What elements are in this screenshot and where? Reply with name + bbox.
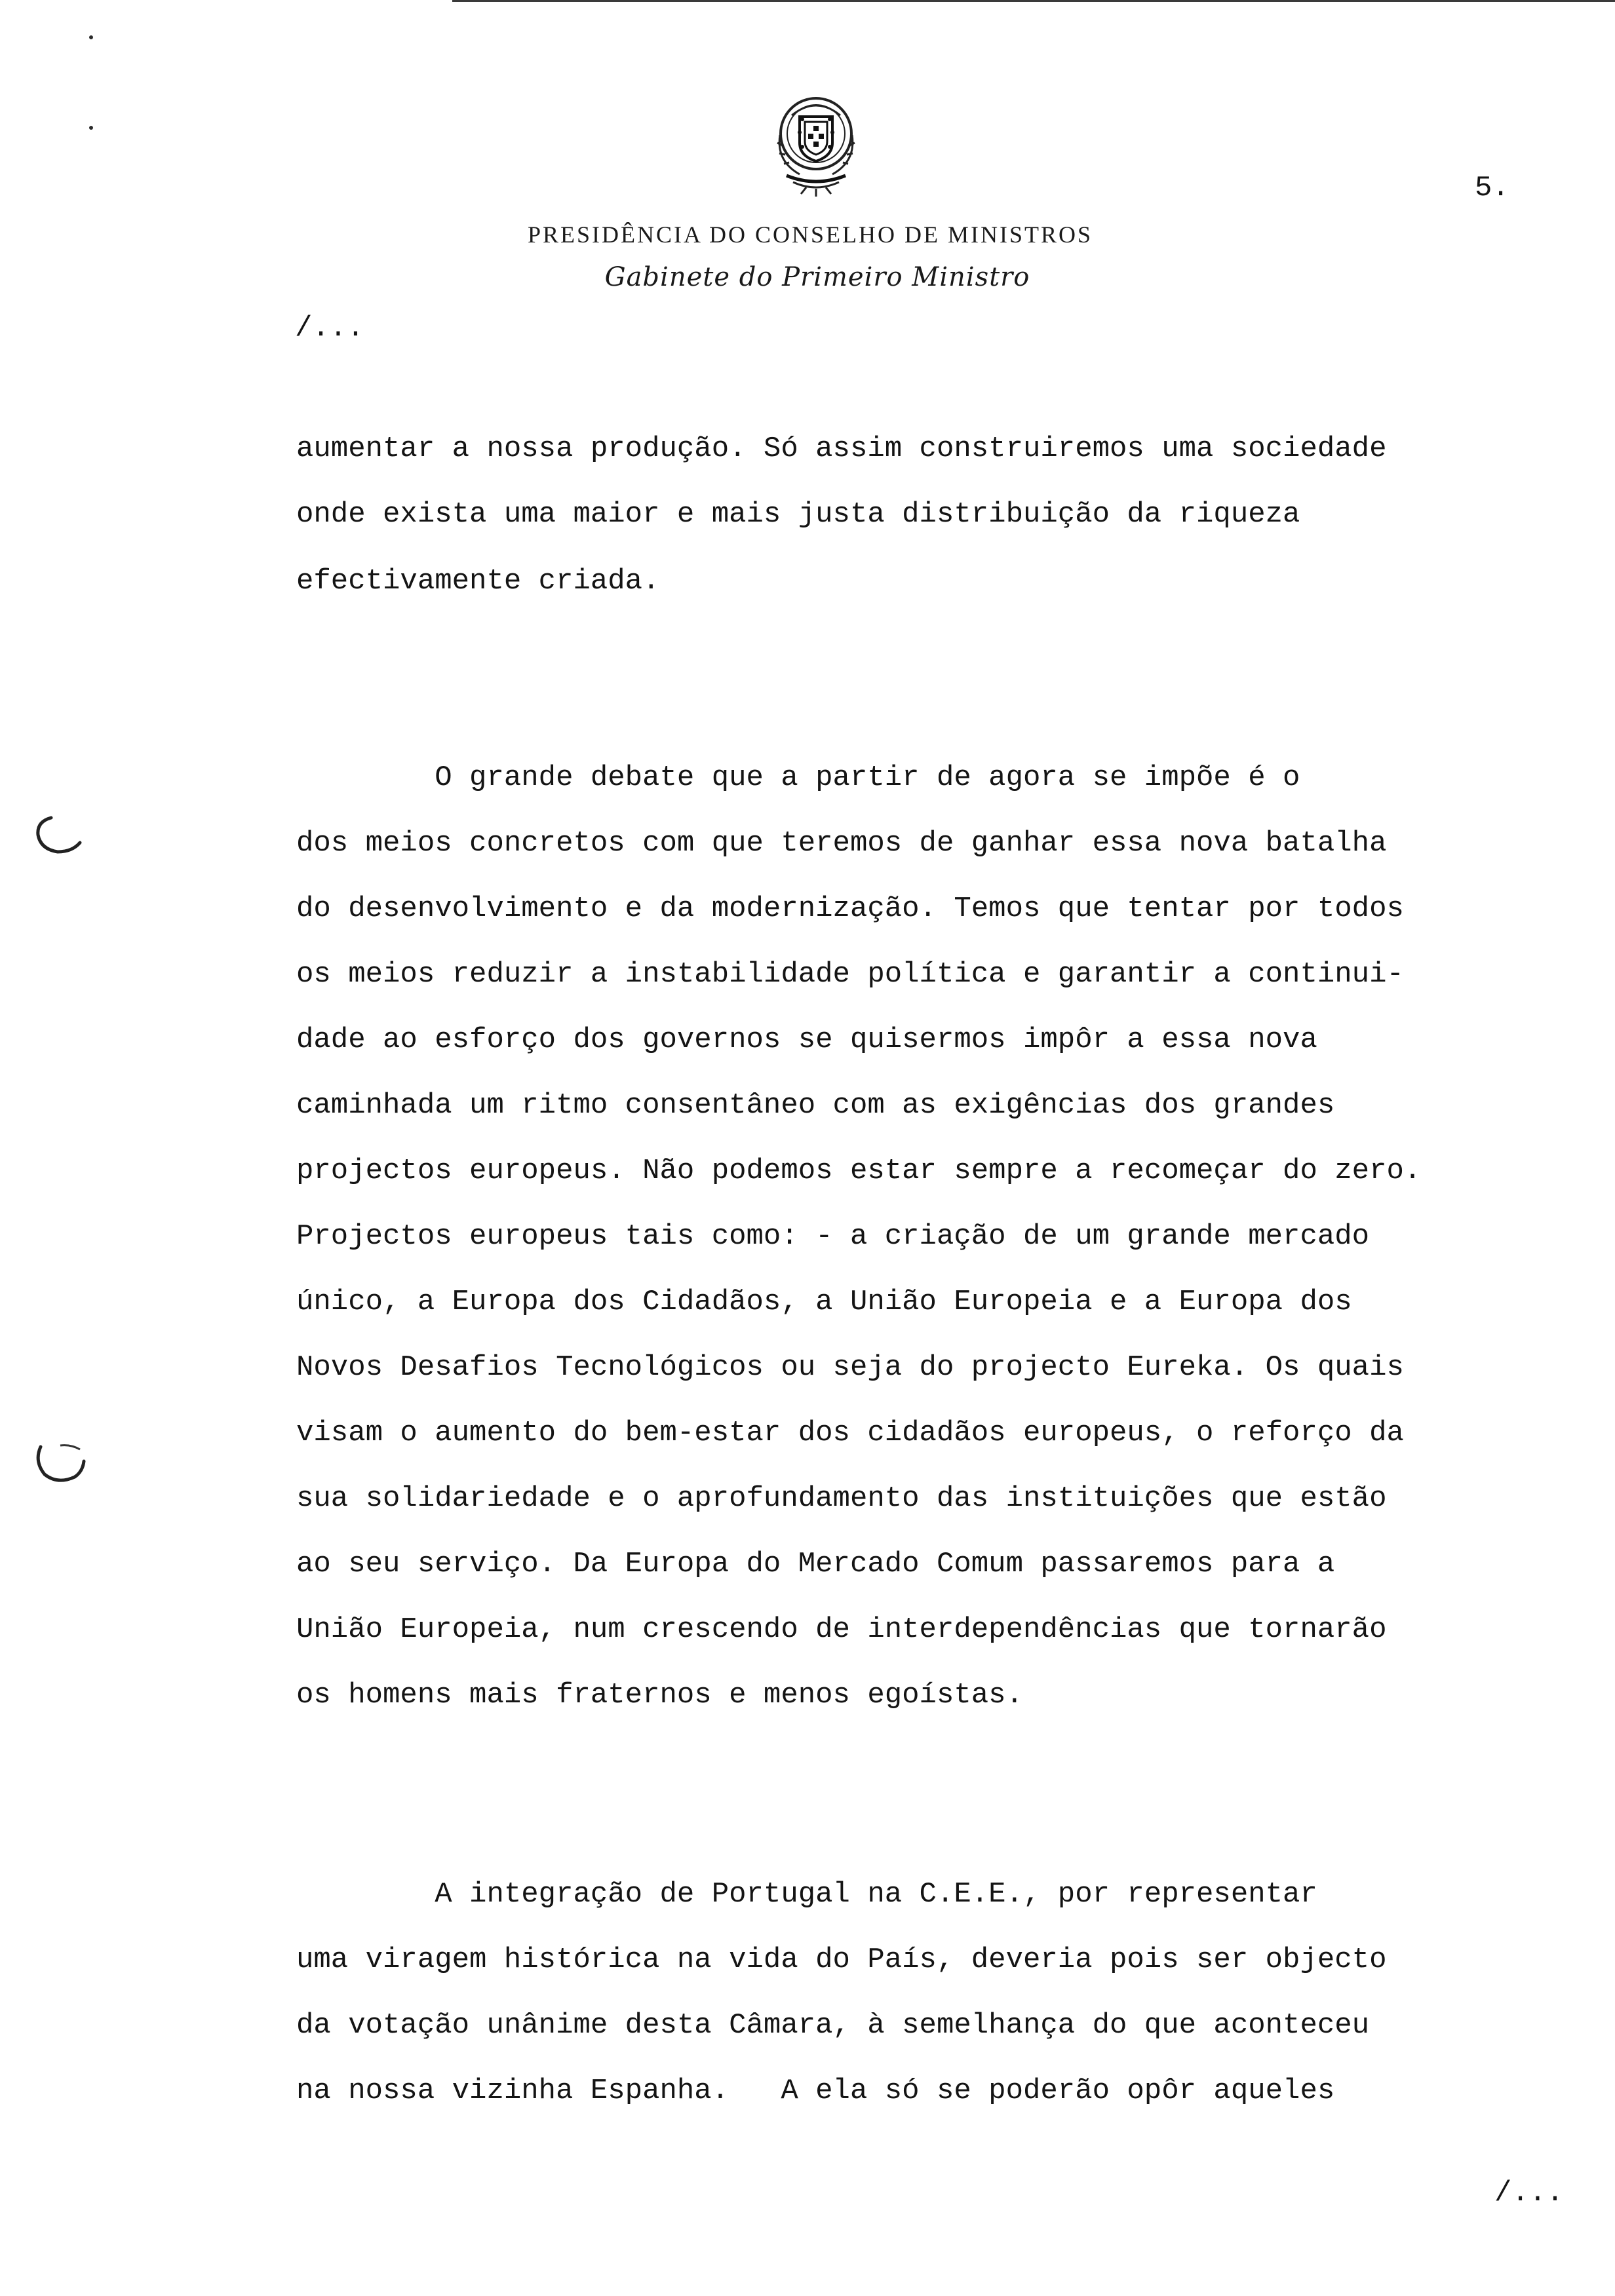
body-line: Projectos europeus tais como: - a criação de um grande mercado — [296, 1220, 1370, 1253]
letterhead-title: PRESIDÊNCIA DO CONSELHO DE MINISTROS — [527, 221, 1093, 248]
continuation-mark-top: /... — [295, 312, 364, 345]
body-line: visam o aumento do bem-estar dos cidadãos europeus, o reforço da — [296, 1417, 1404, 1449]
body-line: os homens mais fraternos e menos egoístas. — [296, 1679, 1023, 1712]
scan-speck — [89, 35, 93, 39]
body-line: A integração de Portugal na C.E.E., por representar — [296, 1878, 1317, 1911]
body-line: na nossa vizinha Espanha. A ela só se poderão opôr aqueles — [296, 2075, 1335, 2107]
body-line: projectos europeus. Não podemos estar sempre a recomeçar do zero. — [296, 1155, 1422, 1187]
body-line: os meios reduzir a instabilidade política e garantir a continui- — [296, 958, 1404, 991]
body-line: ao seu serviço. Da Europa do Mercado Comum passaremos para a — [296, 1548, 1335, 1580]
top-edge-rule — [452, 0, 1615, 2]
body-line: efectivamente criada. — [296, 565, 660, 598]
body-line: onde exista uma maior e mais justa distribuição da riqueza — [296, 498, 1300, 531]
body-line: único, a Europa dos Cidadãos, a União Europeia e a Europa dos — [296, 1286, 1352, 1318]
body-line: do desenvolvimento e da modernização. Temos que tentar por todos — [296, 892, 1404, 925]
body-line: O grande debate que a partir de agora se impõe é o — [296, 761, 1300, 794]
scan-speck — [89, 126, 93, 130]
body-line: União Europeia, num crescendo de interdependências que tornarão — [296, 1613, 1387, 1646]
punch-hole-mark — [31, 813, 88, 858]
body-line: sua solidariedade e o aprofundamento das instituições que estão — [296, 1482, 1387, 1515]
body-line: uma viragem histórica na vida do País, deveria pois ser objecto — [296, 1943, 1387, 1976]
body-line: aumentar a nossa produção. Só assim construiremos uma sociedade — [296, 432, 1387, 465]
body-line: dos meios concretos com que teremos de ganhar essa nova batalha — [296, 827, 1387, 860]
letterhead-subtitle: Gabinete do Primeiro Ministro — [604, 262, 1030, 292]
body-line: dade ao esforço dos governos se quisermos impôr a essa nova — [296, 1024, 1317, 1056]
punch-hole-mark — [31, 1442, 88, 1487]
page-number: 5. — [1475, 172, 1509, 204]
body-line: caminhada um ritmo consentâneo com as exigências dos grandes — [296, 1089, 1335, 1122]
body-line: da votação unânime desta Câmara, à semelhança do que aconteceu — [296, 2009, 1370, 2042]
body-line: Novos Desafios Tecnológicos ou seja do projecto Eureka. Os quais — [296, 1351, 1404, 1384]
continuation-mark-bottom: /... — [1494, 2177, 1564, 2210]
coat-of-arms-emblem — [760, 89, 872, 201]
